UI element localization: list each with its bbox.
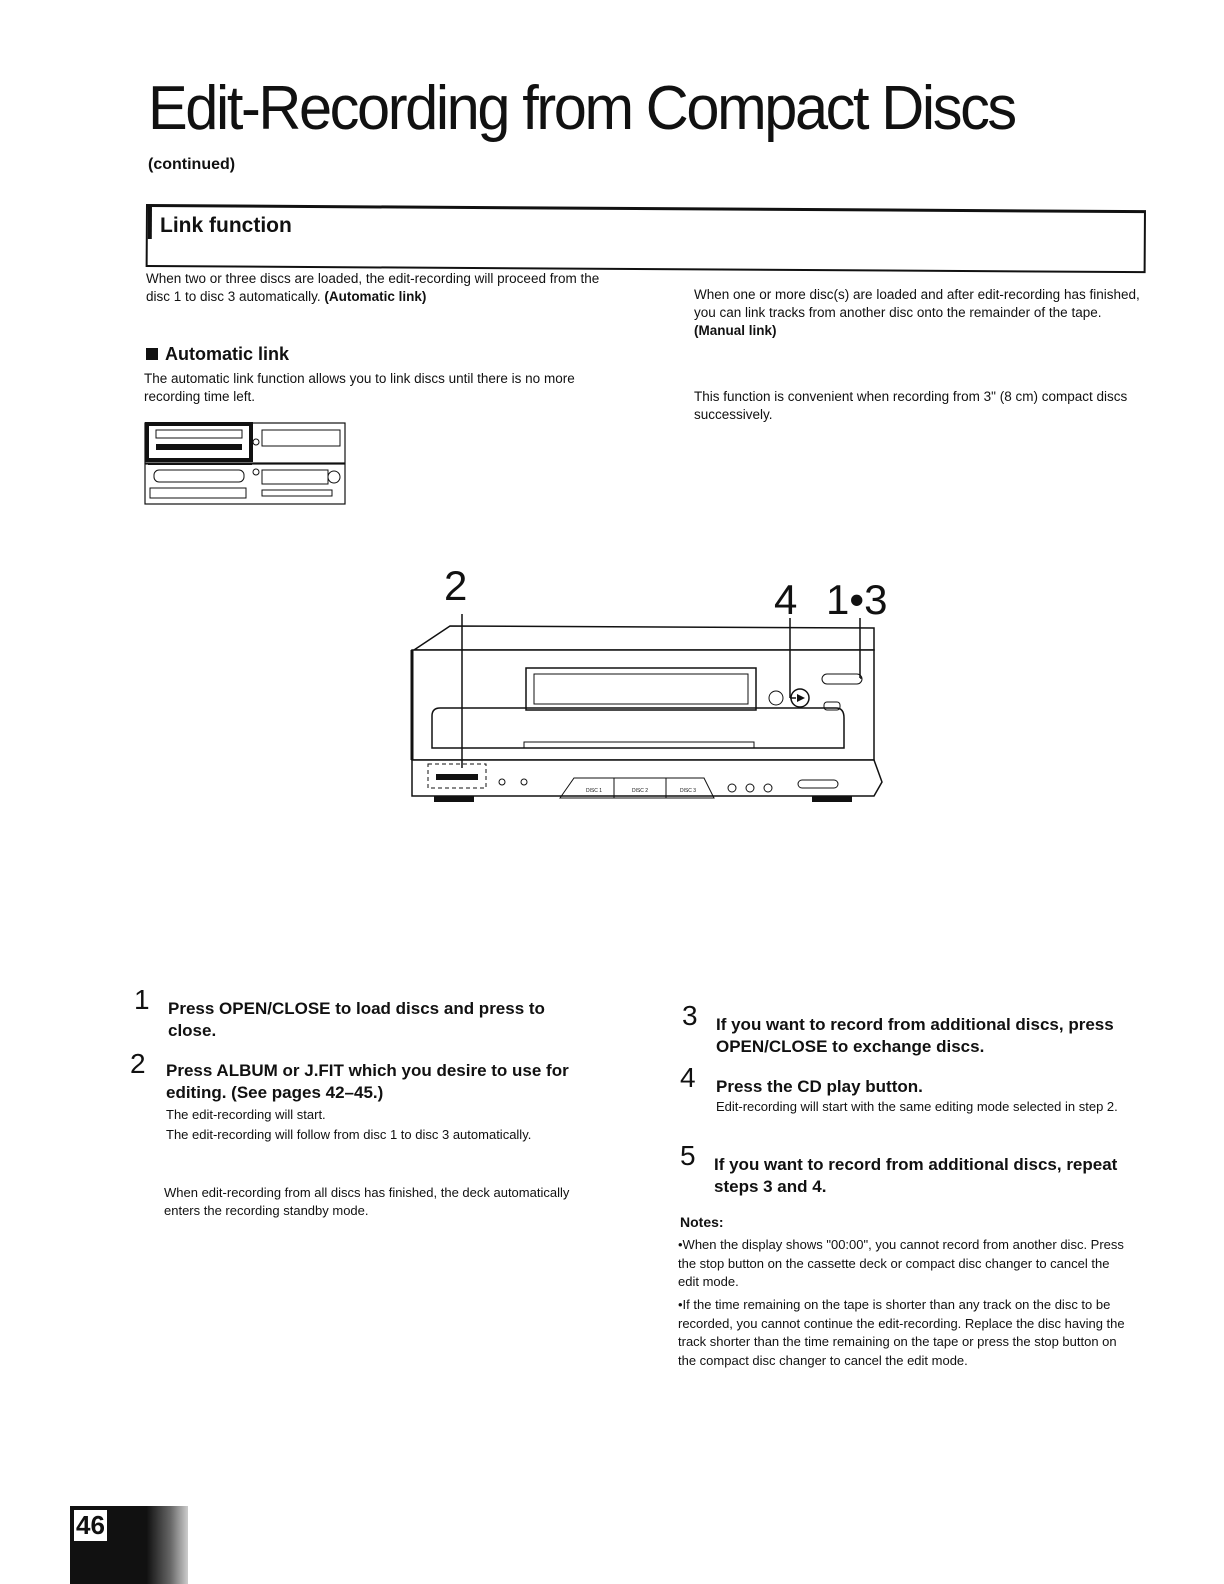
- convenience-paragraph: This function is convenient when recording from 3" (8 cm) compact discs successively.: [694, 389, 1128, 422]
- disc-button-label-2: DISC 2: [631, 788, 649, 794]
- note-item-2: •If the time remaining on the tape is shorter than any track on the disc to be recorded, you cannot continue the edit-recording. Replace the disc having the track shorter than the time remaining on the tape or press the stop button on the compact disc changer to cancel the edit mode.: [678, 1297, 1125, 1368]
- step-4-heading: Press the CD play button.: [716, 1077, 923, 1096]
- step-number-3: 3: [682, 1000, 698, 1031]
- step-number-5: 5: [680, 1140, 696, 1171]
- page-number: 46: [76, 1510, 105, 1540]
- callout-step-4: 4: [774, 576, 798, 623]
- step-2-body-2: The edit-recording will follow from disc 1 to disc 3 automatically.: [166, 1127, 532, 1142]
- notes-title: Notes:: [680, 1214, 724, 1230]
- step-4-body: Edit-recording will start with the same editing mode selected in step 2.: [716, 1099, 1118, 1114]
- automatic-link-heading-text: Automatic link: [165, 344, 290, 364]
- manual-link-text: When one or more disc(s) are loaded and after edit-recording has finished, you can link tracks from another disc onto the remainder of the tape.: [694, 287, 1140, 320]
- intro-bold-term: (Automatic link): [324, 289, 427, 304]
- intro-paragraph: [146, 270, 616, 306]
- step-1-heading: Press OPEN/CLOSE to load discs and press to close.: [168, 999, 545, 1040]
- automatic-link-text: The automatic link function allows you to link discs until there is no more recording time left.: [144, 371, 575, 404]
- step-3-heading: If you want to record from additional discs, press OPEN/CLOSE to exchange discs.: [716, 1015, 1114, 1056]
- manual-link-paragraph: [694, 286, 1150, 340]
- page-subtitle: (continued): [148, 156, 236, 173]
- page-number-tab: [70, 1506, 188, 1584]
- disc-button-label-1: DISC 1: [585, 788, 603, 794]
- callout-step-1-3: 1•3: [826, 576, 888, 623]
- step-number-2: 2: [130, 1048, 146, 1079]
- note-item-1: •When the display shows "00:00", you cannot record from another disc. Press the stop button on the cassette deck or compact disc changer to cancel the edit mode.: [678, 1237, 1124, 1289]
- step-2-body-3: When edit-recording from all discs has finished, the deck automatically enters the recording standby mode.: [164, 1185, 570, 1218]
- step-5-heading: If you want to record from additional discs, repeat steps 3 and 4.: [714, 1155, 1118, 1196]
- step-number-1: 1: [134, 984, 150, 1015]
- manual-link-bold-term: (Manual link): [694, 323, 777, 338]
- intro-text: When two or three discs are loaded, the edit-recording will proceed from the disc 1 to disc 3 automatically.: [146, 271, 600, 304]
- cd-changer-illustration: [404, 606, 890, 806]
- section-heading: Link function: [160, 214, 292, 237]
- callout-step-2: 2: [444, 562, 468, 609]
- system-thumbnail-illustration: [144, 420, 346, 506]
- page-title: Edit-Recording from Compact Discs: [148, 74, 1015, 143]
- section-header-box: [146, 204, 1146, 273]
- automatic-link-heading: [146, 344, 289, 365]
- bullet-square-icon: [146, 348, 158, 360]
- step-2-heading: Press ALBUM or J.FIT which you desire to use for editing. (See pages 42–45.): [166, 1061, 569, 1102]
- step-2-body-1: The edit-recording will start.: [166, 1107, 326, 1122]
- disc-button-label-3: DISC 3: [679, 788, 697, 794]
- step-number-4: 4: [680, 1062, 696, 1093]
